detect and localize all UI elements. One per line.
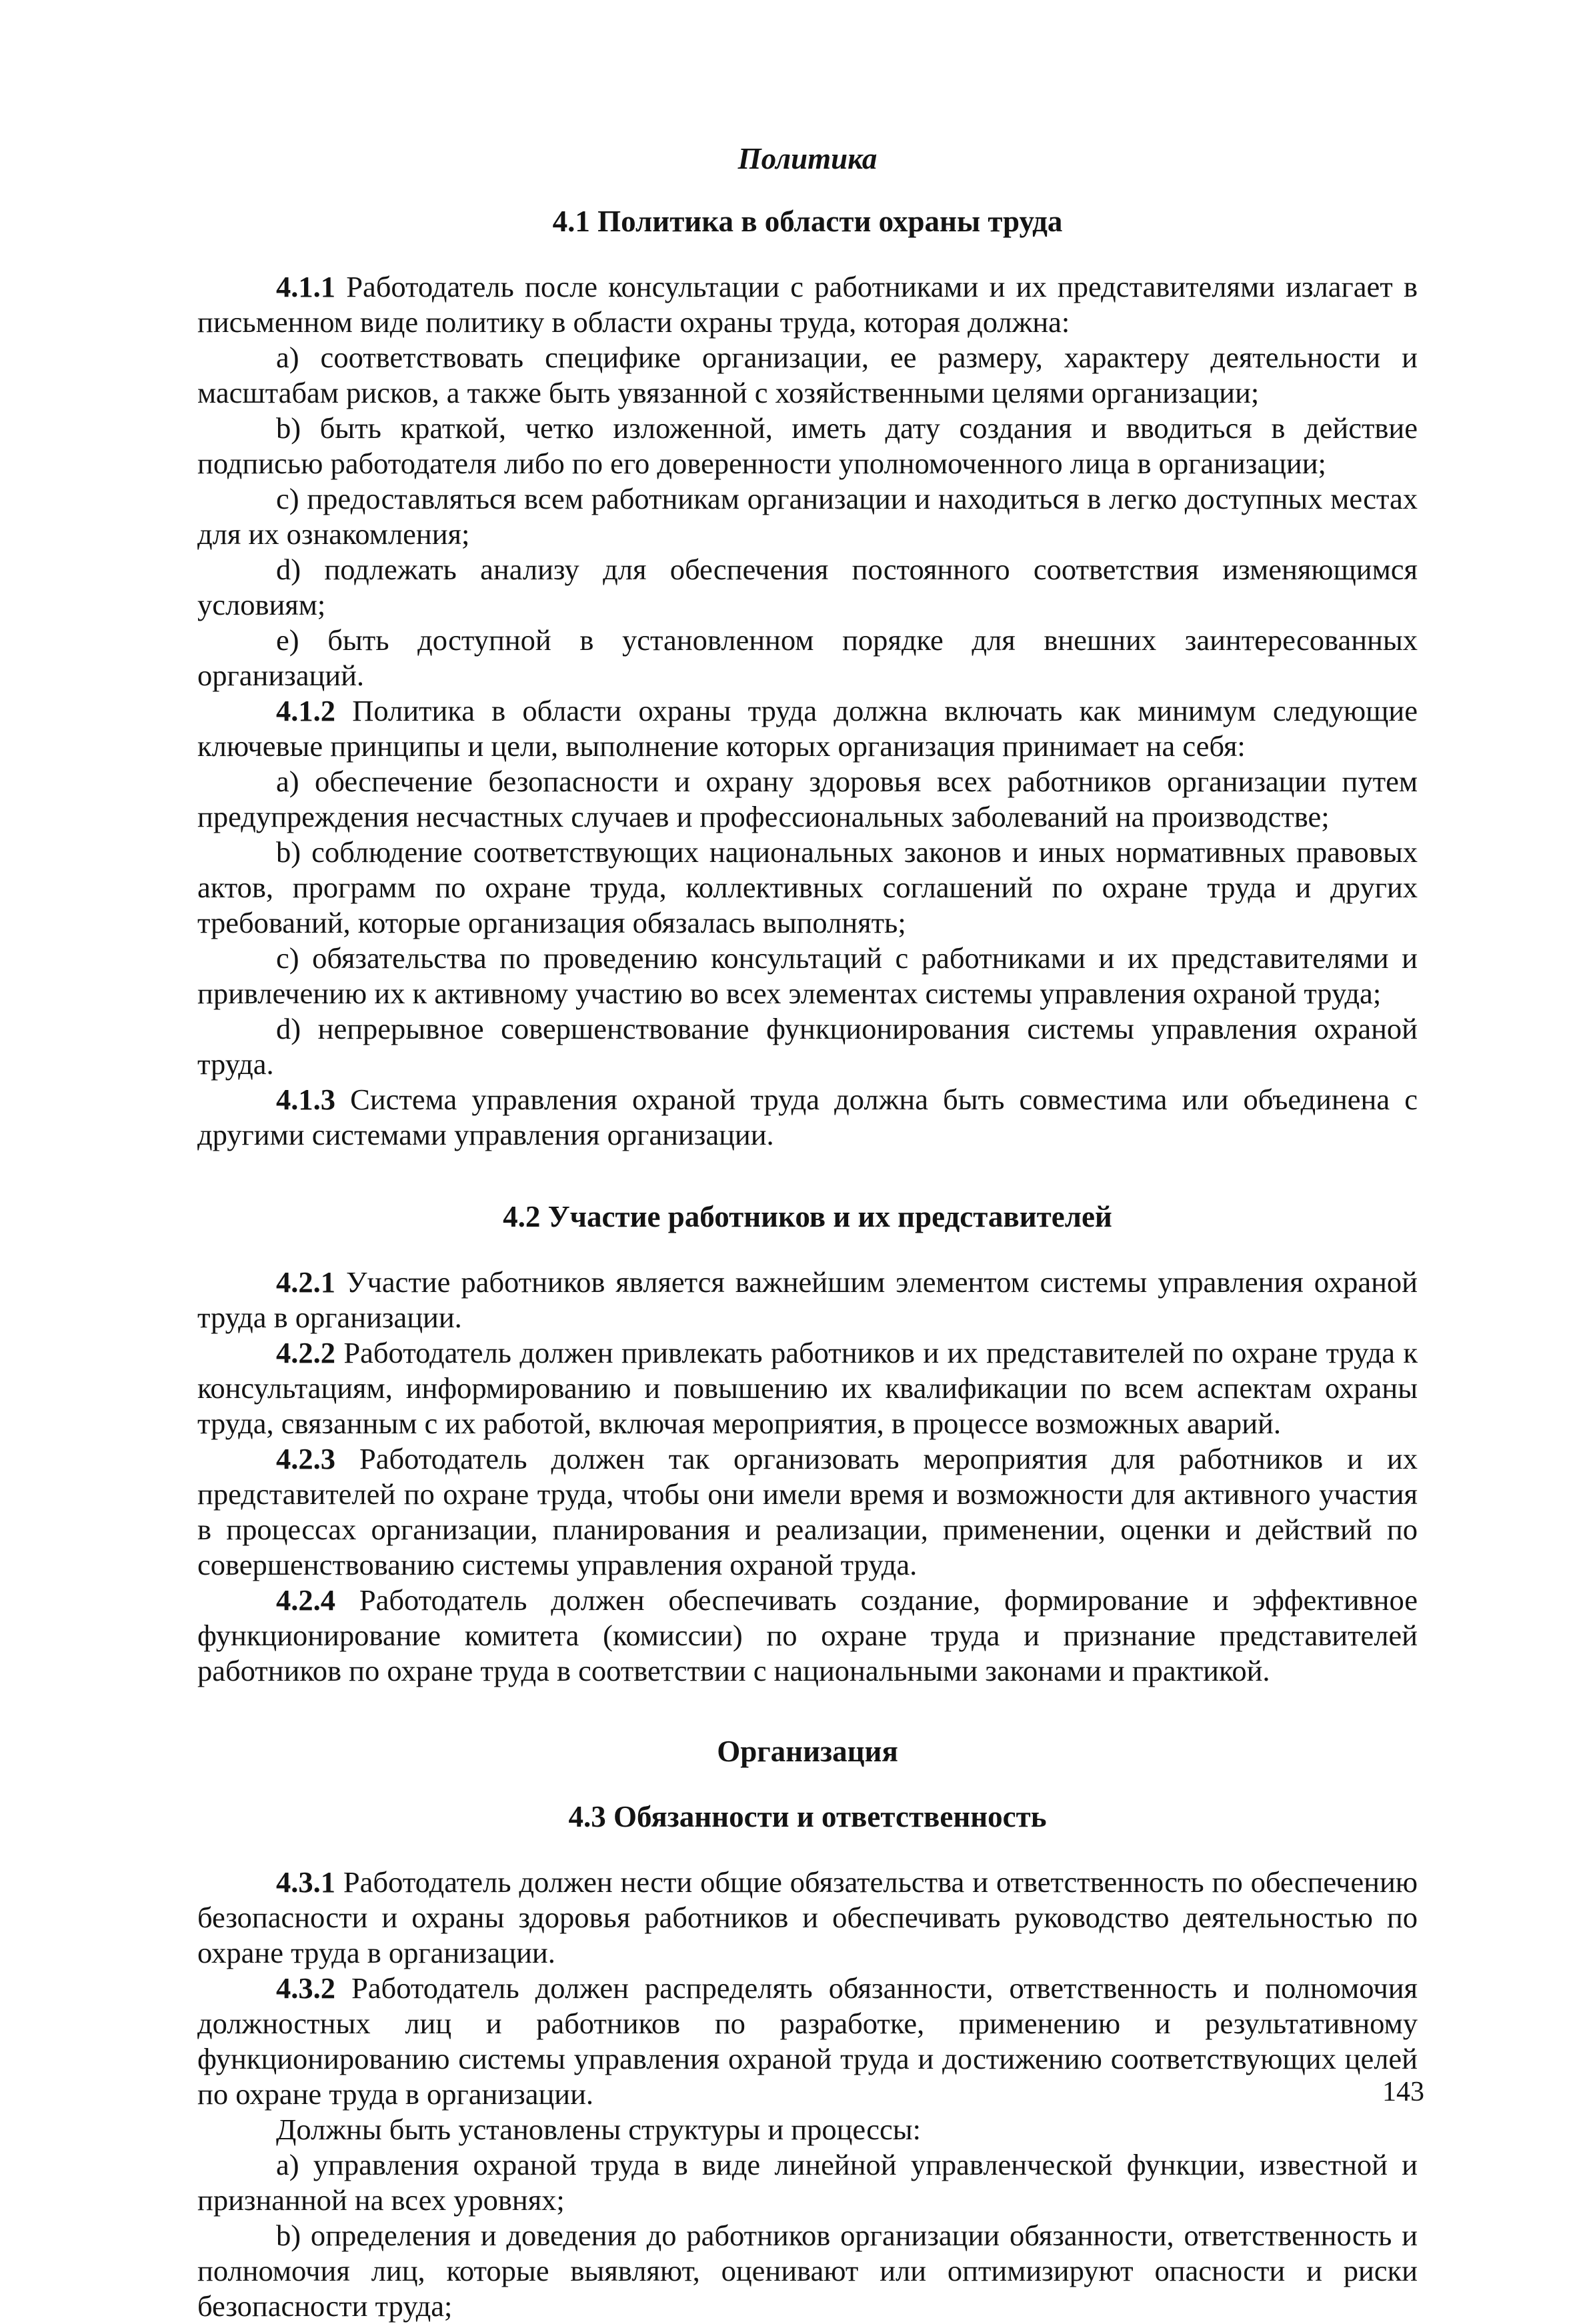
list-item: e) быть доступной в установленном порядке для внешних заинтересованных организаций. xyxy=(197,623,1418,692)
clause-number: 4.1.3 xyxy=(276,1083,335,1116)
clause-4-1-2 xyxy=(197,693,1418,764)
clause-text: Система управления охраной труда должна быть совместима или объединена с другими системами управления организации. xyxy=(197,1083,1418,1151)
clause-number: 4.2.2 xyxy=(276,1336,335,1369)
list-item: c) обязательства по проведению консультаций с работниками и их представителями и привлечению их к активному участию во всех элементах системы управления охраной труда; xyxy=(197,941,1418,1010)
list-item: а) соответствовать специфике организации, ее размеру, характеру деятельности и масштабам рисков, а также быть увязанной с хозяйственными целями организации; xyxy=(197,341,1418,409)
clause-4-1-3 xyxy=(197,1082,1418,1153)
list-item: b) соблюдение соответствующих национальных законов и иных нормативных правовых актов, программ по охране труда, коллективных соглашений по охране труда и других требований, которые организация обязалась выполнять; xyxy=(197,835,1418,939)
clause-number: 4.2.1 xyxy=(276,1265,335,1299)
clause-number: 4.3.1 xyxy=(276,1865,335,1899)
page-content xyxy=(197,140,1418,2324)
clause-text: Работодатель после консультации с работниками и их представителями излагает в письменном виде политику в области охраны труда, которая должна: xyxy=(197,270,1418,339)
clause-text: Участие работников является важнейшим элементом системы управления охраной труда в организации. xyxy=(197,1265,1418,1334)
clause-4-1-1 xyxy=(197,269,1418,340)
clause-number: 4.1.2 xyxy=(276,694,335,727)
clause-text: Работодатель должен так организовать мероприятия для работников и их представителей по охране труда, чтобы они имели время и возможности для активного участия в процессах организации, планирования и реализации, применении, оценки и действий по совершенствованию системы управления охраной труда. xyxy=(197,1442,1418,1581)
section-title-4-3: 4.3 Обязанности и ответственность xyxy=(568,1800,1047,1833)
page-number: 143 xyxy=(1382,2077,1424,2107)
section-title-4-1: 4.1 Политика в области охраны труда xyxy=(552,205,1063,238)
clause-4-3-1 xyxy=(197,1865,1418,1971)
clause-4-3-2 xyxy=(197,1971,1418,2112)
clause-text: Работодатель должен нести общие обязательства и ответственность по обеспечению безопасности и охраны здоровья работников и обеспечивать руководство деятельностью по охране труда в организации. xyxy=(197,1865,1418,1969)
list-item: b) определения и доведения до работников организации обязанности, ответственность и полномочия лиц, которые выявляют, оценивают или оптимизируют опасности и риски безопасности труда; xyxy=(197,2219,1418,2323)
clause-4-2-1 xyxy=(197,1265,1418,1335)
clause-4-2-3 xyxy=(197,1441,1418,1583)
clause-number: 4.2.3 xyxy=(276,1442,335,1475)
clause-text: Работодатель должен распределять обязанности, ответственность и полномочия должностных лиц и работников по разработке, применению и результативному функционированию системы управления охраной труда и достижению соответствующих целей по охране труда в организации. xyxy=(197,1971,1418,2111)
list-item: b) быть краткой, четко изложенной, иметь дату создания и вводиться в действие подписью работодателя либо по его доверенности уполномоченного лица в организации; xyxy=(197,411,1418,480)
part-heading-policy: Политика xyxy=(737,142,878,175)
clause-number: 4.3.2 xyxy=(276,1971,335,2005)
clause-4-2-4 xyxy=(197,1583,1418,1689)
list-item: а) управления охраной труда в виде линейной управленческой функции, известной и признанной на всех уровнях; xyxy=(197,2148,1418,2217)
part-heading-organization: Организация xyxy=(717,1735,898,1768)
list-item: а) обеспечение безопасности и охрану здоровья всех работников организации путем предупреждения несчастных случаев и профессиональных заболеваний на производстве; xyxy=(197,765,1418,833)
clause-text: Работодатель должен привлекать работников и их представителей по охране труда к консультациям, информированию и повышению их квалификации по всем аспектам охраны труда, связанным с их работой, включая мероприятия, в процессе возможных аварий. xyxy=(197,1336,1418,1440)
list-item: c) предоставляться всем работникам организации и находиться в легко доступных местах для их ознакомления; xyxy=(197,482,1418,551)
list-item: d) подлежать анализу для обеспечения постоянного соответствия изменяющимся условиям; xyxy=(197,553,1418,621)
clause-text: Политика в области охраны труда должна включать как минимум следующие ключевые принципы и цели, выполнение которых организация принимает на себя: xyxy=(197,694,1418,763)
clause-number: 4.2.4 xyxy=(276,1583,335,1617)
clause-4-2-2 xyxy=(197,1335,1418,1441)
structures-intro: Должны быть установлены структуры и процессы: xyxy=(276,2113,922,2146)
list-item: d) непрерывное совершенствование функционирования системы управления охраной труда. xyxy=(197,1012,1418,1081)
section-title-4-2: 4.2 Участие работников и их представителей xyxy=(503,1200,1112,1233)
clause-number: 4.1.1 xyxy=(276,270,335,303)
clause-text: Работодатель должен обеспечивать создание, формирование и эффективное функционирование комитета (комиссии) по охране труда и признание представителей работников по охране труда в соответствии с национальными законами и практикой. xyxy=(197,1583,1418,1687)
